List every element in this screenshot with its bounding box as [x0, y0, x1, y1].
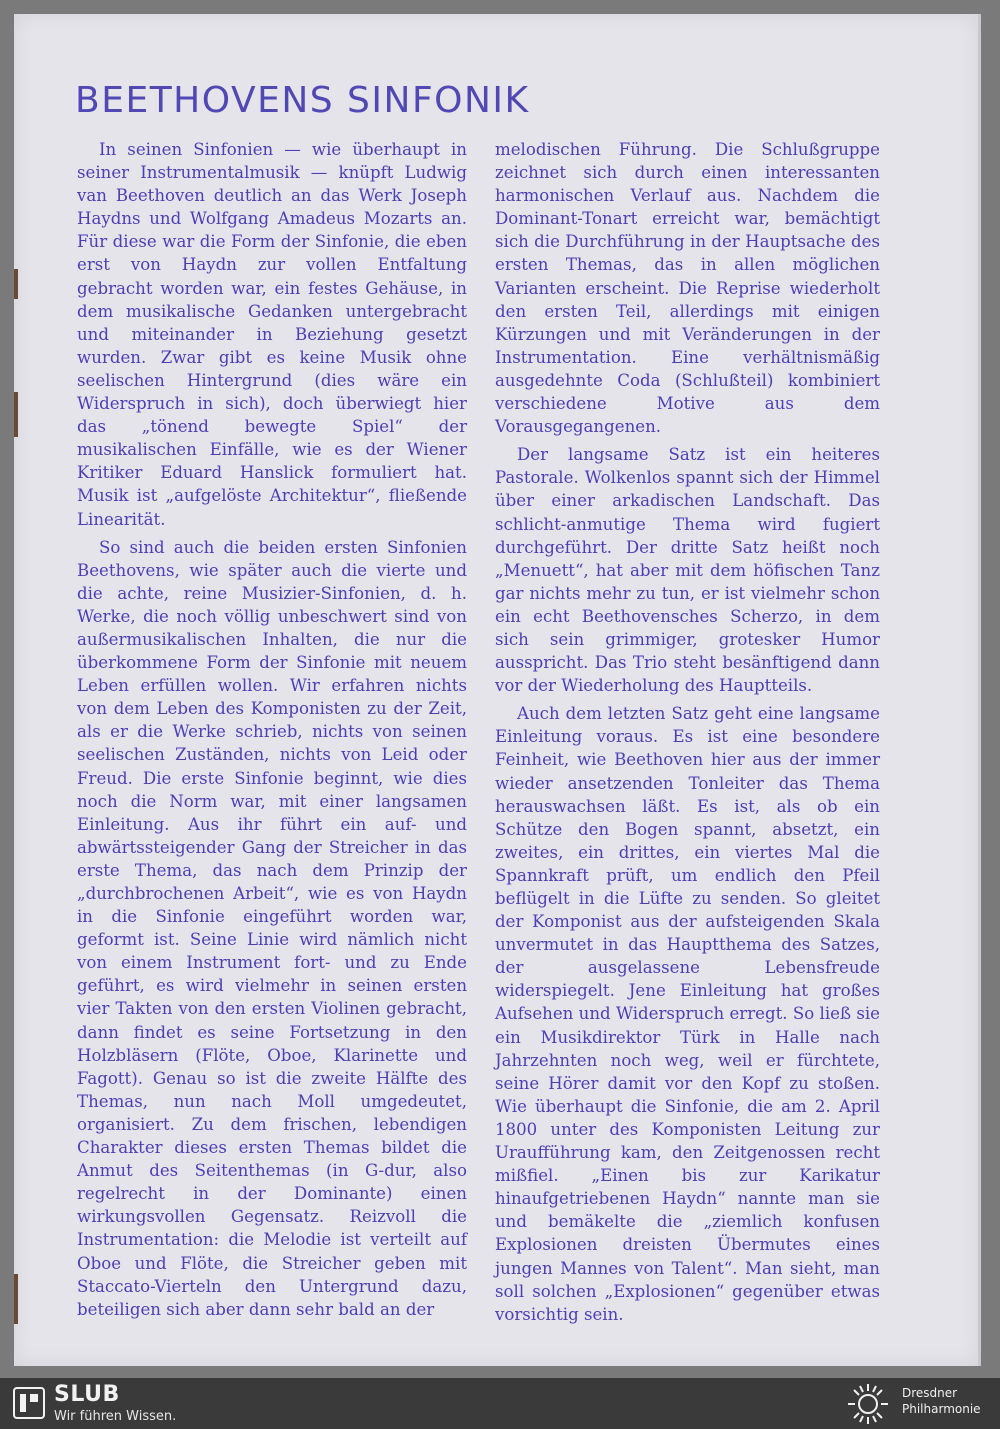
right-column — [495, 138, 880, 1331]
paragraph: Der langsame Satz ist ein heiteres Pastorale. Wolkenlos spannt sich der Himmel über einer arkadischen Landschaft. Das schlicht-anmutige Thema wird fugiert durchgeführt. Der dritte Satz heißt noch „Menuett“, hat aber mit dem höfischen Tanz gar nichts mehr zu tun, er ist vielmehr schon ein echt Beethovensches Scherzo, in dem sich sein grimmiger, grotesker Humor ausspricht. Das Trio steht besänftigend dann vor der Wiederholung des Hauptteils. — [495, 445, 880, 696]
paragraph: So sind auch die beiden ersten Sinfonien Beethovens, wie später auch die vierte und die achte, reine Musizier-Sinfonien, d. h. Werke, die noch völlig unbeschwert sind von außermusikalischen Inhalten, die nur die überkommene Form der Sinfonie mit neuem Leben erfüllen wollen. Wir erfahren nichts von dem Leben des Komponisten zu der Zeit, als er die Werke schrieb, nichts von seinen seelischen Zuständen, nichts von Leid oder Freud. Die erste Sinfonie beginnt, wie dies noch die Norm war, mit einer langsamen Einleitung. Aus ihr führt ein auf- und abwärtssteigender Gang der Streicher in das erste Thema, das nach dem Prinzip der „durchbrochenen Arbeit“, wie es von Haydn in die Sinfonie eingeführt worden war, geformt ist. Seine Linie wird nämlich nicht von einem Instrument fort- und zu Ende geführt, es wird vielmehr in seinen ersten vier Takten von den ersten Violinen gebracht, dann findet es seine Fortsetzung in den Holzbläsern (Flöte, Oboe, Klarinette und Fagott). Genau so ist die zweite Hälfte des Themas, nun nach Moll umgedeutet, organisiert. Zu dem frischen, lebendigen Charakter dieses ersten Themas bildet die Anmut des Seitenthemas (in G-dur, also regelrecht in der Dominante) einen wirkungsvollen Gegensatz. Reizvoll die Instrumentation: die Melodie ist verteilt auf Oboe und Flöte, die Streicher geben mit Staccato-Vierteln den Untergrund dazu, beteiligen sich aber dann sehr bald an der — [77, 537, 467, 1319]
philharmonie-name-line2: Philharmonie — [902, 1402, 981, 1416]
binding-thread-bottom — [14, 1274, 18, 1324]
left-column — [77, 138, 467, 1326]
philharmonie-logo-icon[interactable] — [842, 1382, 894, 1426]
binding-thread-top — [14, 269, 18, 299]
paragraph: In seinen Sinfonien — wie überhaupt in seiner Instrumentalmusik — knüpft Ludwig van Beethoven deutlich an das Werk Joseph Haydns und Wolfgang Amadeus Mozarts an. Für diese war die Form der Sinfonie, die eben erst von Haydn zur vollen Entfaltung gebracht worden war, ein festes Gehäuse, in dem musikalische Gedanken untergebracht und miteinander in Beziehung gesetzt wurden. Zwar gibt es keine Musik ohne seelischen Hintergrund (dies wäre ein Widerspruch in sich), doch überwiegt hier das „tönend bewegte Spiel“ der musikalischen Einfälle, wie es der Wiener Kritiker Eduard Hanslick formuliert hat. Musik ist „aufgelöste Architektur“, fließende Linearität. — [77, 140, 467, 529]
viewer-footer — [0, 1378, 1000, 1429]
slub-tagline: Wir führen Wissen. — [54, 1409, 177, 1424]
philharmonie-name-line1: Dresdner — [902, 1386, 958, 1400]
paragraph: Auch dem letzten Satz geht eine langsame Einleitung voraus. Es ist eine besondere Feinheit, wie Beethoven hier aus der immer wieder ansetzenden Tonleiter das Thema herauswachsen läßt. Es ist, als ob ein Schütze den Bogen spannt, absetzt, ein zweites, ein drittes, ein viertes Mal die Spannkraft prüft, um endlich den Pfeil beflügelt in die Lüfte zu senden. So gleitet der Komponist aus der aufsteigenden Skala unvermutet in das Hauptthema des Satzes, der ausgelassene Lebensfreude widerspiegelt. Jene Einleitung hat großes Aufsehen und Widerspruch erregt. So ließ sie ein Musikdirektor Türk in Halle nach Jahrzehnten noch weg, weil er fürchtete, seine Hörer damit vor den Kopf zu stoßen. Wie überhaupt die Sinfonie, die am 2. April 1800 unter des Komponisten Leitung zur Uraufführung kam, den Zeitgenossen recht mißfiel. „Einen bis zur Karikatur hinaufgetriebenen Haydn“ nannte man sie und bemäkelte die „ziemlich konfusen Explosionen dreisten Übermutes eines jungen Mannes von Talent“. Man sieht, man soll solchen „Explosionen“ gegenüber etwas vorsichtig sein. — [495, 704, 880, 1324]
slub-name[interactable]: SLUB — [54, 1382, 120, 1407]
slub-logo-icon[interactable] — [12, 1386, 46, 1420]
paragraph: melodischen Führung. Die Schlußgruppe zeichnet sich durch einen interessanten harmonischen Verlauf aus. Nachdem die Dominant-Tonart erreicht war, bemächtigt sich die Durchführung in der Hauptsache des ersten Themas, das in allen möglichen Varianten erscheint. Die Reprise wiederholt den ersten Teil, allerdings mit einigen Kürzungen und mit Veränderungen in der Instrumentation. Eine verhältnismäßig ausgedehnte Coda (Schlußteil) kombiniert verschiedene Motive aus dem Vorausgegangenen. — [495, 140, 880, 437]
page-title: BEETHOVENS SINFONIK — [75, 80, 530, 121]
binding-thread-middle — [14, 392, 18, 437]
